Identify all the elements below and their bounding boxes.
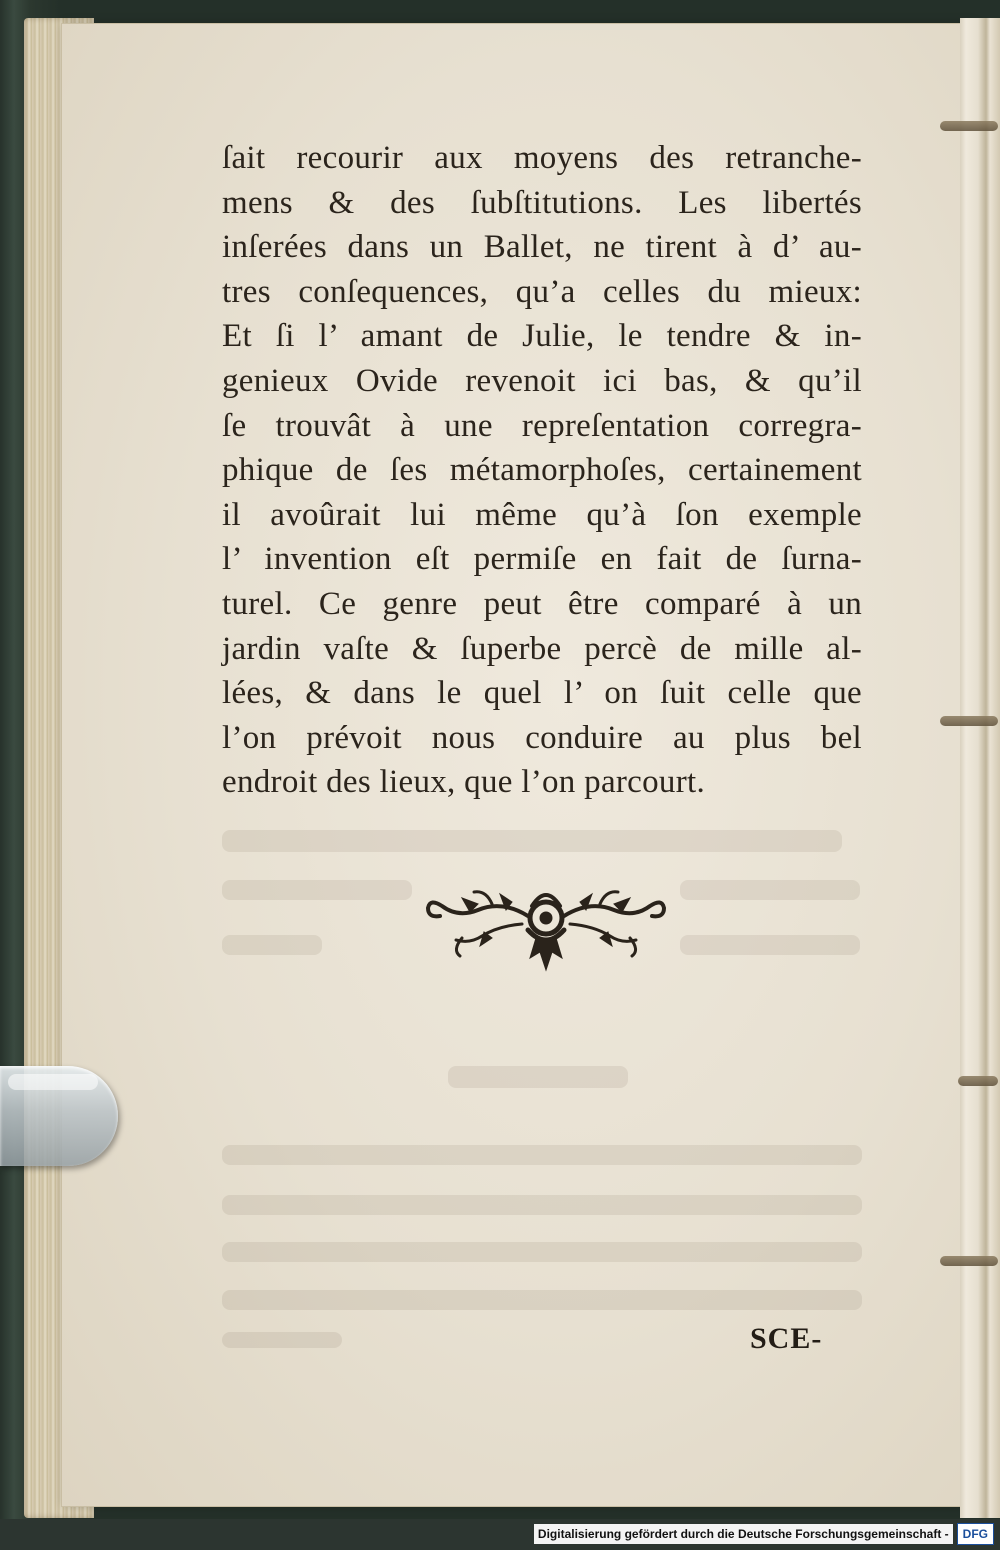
page-clip-highlight <box>8 1074 98 1090</box>
text-line: Et ſi l’ amant de Julie, le tendre & in- <box>222 318 862 355</box>
funding-credit-text: Digitalisierung gefördert durch die Deutsche Forschungsgemeinschaft - <box>534 1524 953 1544</box>
text-line: il avoûrait lui même qu’à ſon exemple <box>222 496 862 533</box>
text-line: inſerées dans un Ballet, ne tirent à d’ au- <box>222 229 862 266</box>
text-line: tres conſequences, qu’a celles du mieux: <box>222 273 862 310</box>
text-line: jardin vaſte & ſuperbe percè de mille al- <box>222 630 862 667</box>
text-line: ſait recourir aux moyens des retranche- <box>222 140 862 176</box>
text-line: ſe trouvât à une repreſentation corregra- <box>222 407 862 444</box>
text-line: l’ invention eſt permiſe en fait de ſurna- <box>222 541 862 578</box>
text-line: l’on prévoit nous conduire au plus bel <box>222 719 862 756</box>
funding-credit <box>534 1523 994 1545</box>
text-line: phique de ſes métamorphoſes, certainement <box>222 452 862 489</box>
catchword: SCE- <box>750 1322 823 1355</box>
text-line: lées, & dans le quel l’ on ſuit celle que <box>222 675 862 712</box>
floral-vignette-icon <box>422 880 670 976</box>
text-line: endroit des lieux, que l’on parcourt. <box>222 764 706 801</box>
text-line: turel. Ce genre peut être comparé à un <box>222 585 862 622</box>
text-line: mens & des ſubſtitutions. Les libertés <box>222 184 862 221</box>
text-line: genieux Ovide revenoit ici bas, & qu’il <box>222 362 862 399</box>
body-text <box>222 136 862 805</box>
dfg-logo[interactable]: DFG <box>957 1523 994 1545</box>
